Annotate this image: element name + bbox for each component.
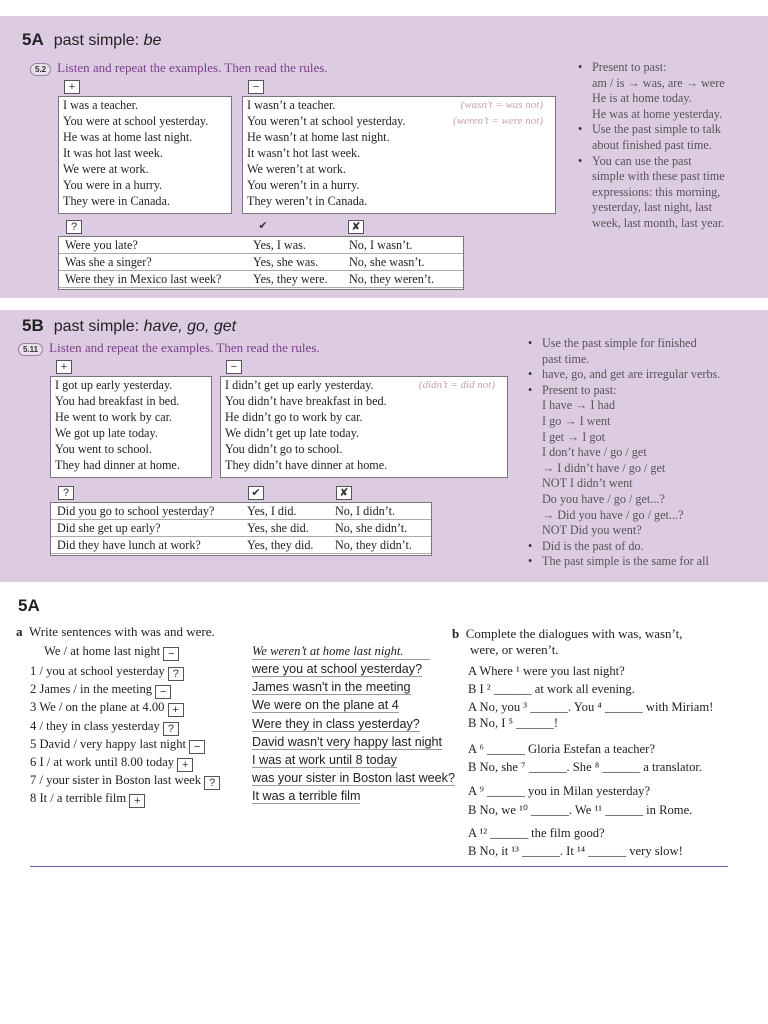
note-didnt: (didn’t = did not) xyxy=(418,379,495,391)
exercise-b-title xyxy=(452,626,683,642)
rule-text: He is at home today. xyxy=(592,91,692,106)
item-prompt: / your sister in Boston last week xyxy=(36,773,205,788)
item-prompt: / they in class yesterday xyxy=(36,718,163,733)
note-werent: (weren’t = were not) xyxy=(452,115,543,127)
item-number: 7 xyxy=(30,773,37,788)
negative-examples-box xyxy=(220,376,508,478)
exercise-item xyxy=(30,719,179,734)
negative-examples-box xyxy=(242,96,556,214)
dialogue-line: B No, it ¹³ ______. It ¹⁴ ______ very slow! xyxy=(468,844,683,858)
exercise-item xyxy=(30,682,171,697)
exercise-a-title xyxy=(16,624,215,640)
exercise-item xyxy=(30,755,193,770)
answer-field[interactable]: was your sister in Boston last week? xyxy=(252,771,455,786)
positive-example: I was a teacher. xyxy=(63,98,139,112)
rule-text: You can use the past xyxy=(592,153,692,168)
positive-example: You had breakfast in bed. xyxy=(55,394,180,408)
exercise-b-instruction-1: Complete the dialogues with was, wasn’t, xyxy=(465,626,683,641)
question-row xyxy=(59,254,463,271)
bullet-icon: • xyxy=(528,538,533,553)
answer-field[interactable]: James wasn't in the meeting xyxy=(252,680,411,695)
divider xyxy=(30,866,728,867)
short-answer-yes: Yes, I did. xyxy=(247,504,297,518)
rule-text: am / is → was, are → were xyxy=(592,75,725,90)
rule-text: Use the past simple for finished xyxy=(542,336,697,350)
rule-line xyxy=(528,554,762,570)
negative-example: He didn’t go to work by car. xyxy=(225,410,363,424)
item-number: 1 xyxy=(30,664,37,678)
positive-examples-box xyxy=(50,376,212,478)
rule-text: Do you have / go / get...? xyxy=(542,491,665,506)
positive-example: You were in a hurry. xyxy=(63,178,163,192)
rule-text: NOT I didn’t went xyxy=(542,476,633,491)
exercise-letter: b xyxy=(452,626,460,641)
question-symbol: ? xyxy=(66,220,82,234)
negative-example: They weren’t in Canada. xyxy=(247,194,368,208)
rule-text: simple with these past time xyxy=(592,169,725,184)
plus-symbol: + xyxy=(64,80,80,94)
negative-example: We weren’t at work. xyxy=(247,162,346,176)
note-wasnt: (wasn’t = was not) xyxy=(460,99,543,111)
rule-line xyxy=(592,200,762,216)
bullet-icon: • xyxy=(578,122,583,137)
rule-line xyxy=(542,414,762,430)
positive-example: They had dinner at home. xyxy=(55,458,180,472)
rule-line xyxy=(542,508,762,524)
rule-text: week, last month, last year. xyxy=(592,215,725,230)
negative-example: You didn’t go to school. xyxy=(225,442,343,456)
rule-line xyxy=(578,60,762,76)
rule-line xyxy=(542,352,762,368)
negative-example: We didn’t get up late today. xyxy=(225,426,360,440)
question-row xyxy=(59,237,463,254)
question-row xyxy=(51,503,431,520)
rule-text: Did is the past of do. xyxy=(542,538,644,553)
minus-symbol: − xyxy=(226,360,242,374)
rule-text: Present to past: xyxy=(592,60,667,74)
positive-example: You went to school. xyxy=(55,442,152,456)
rule-text: I get → I got xyxy=(542,429,605,444)
minus-symbol: − xyxy=(163,647,179,661)
exercise-letter: a xyxy=(16,624,23,639)
dialogue-line: A ⁶ ______ Gloria Estefan a teacher? xyxy=(468,742,655,756)
bullet-icon: • xyxy=(528,554,533,569)
exercise-b-instruction-2: were, or weren’t. xyxy=(470,642,559,657)
cross-icon: ✘ xyxy=(336,486,352,500)
bullet-icon: • xyxy=(578,153,583,168)
rule-line xyxy=(578,153,762,170)
rule-text: Use the past simple to talk xyxy=(592,122,721,137)
audio-track-badge[interactable]: 5.2 xyxy=(30,63,51,76)
rule-line xyxy=(542,445,762,461)
rule-line xyxy=(592,169,762,185)
positive-example: They were in Canada. xyxy=(63,194,170,208)
dialogue-line: B No, I ⁵ ______! xyxy=(468,716,559,730)
rule-line xyxy=(542,492,762,508)
dialogue-line: A ⁹ ______ you in Milan yesterday? xyxy=(468,784,651,798)
rule-text: I don’t have / go / get xyxy=(542,445,647,460)
short-answer-yes: Yes, she did. xyxy=(247,521,309,535)
item-number: 3 xyxy=(30,700,37,715)
short-answer-yes: Yes, she was. xyxy=(253,255,319,269)
rule-text: I have → I had xyxy=(542,398,616,413)
short-answer-no: No, they weren’t. xyxy=(349,272,435,286)
rule-line xyxy=(542,461,762,477)
answer-field[interactable]: It was a terrible film xyxy=(252,789,361,804)
negative-example: I didn’t get up early yesterday. xyxy=(225,378,374,392)
item-prompt: David / very happy last night xyxy=(36,736,190,751)
example-prompt-text: We / at home last night xyxy=(44,644,161,658)
grammar-panel-5a xyxy=(0,16,768,298)
item-prompt: It / a terrible film xyxy=(36,791,130,806)
exercise-item xyxy=(30,791,145,806)
negative-example: You weren’t at school yesterday. xyxy=(247,114,406,128)
section-title-text: past simple: xyxy=(53,32,140,49)
section-title-5a xyxy=(22,30,161,50)
bullet-icon: • xyxy=(528,336,533,350)
answer-field[interactable]: Were they in class yesterday? xyxy=(252,716,420,731)
question-text: Were they in Mexico last week? xyxy=(65,272,222,286)
negative-example: They didn’t have dinner at home. xyxy=(225,458,388,472)
item-symbol: + xyxy=(177,758,193,772)
positive-example: I got up early yesterday. xyxy=(55,378,173,392)
bullet-icon: • xyxy=(528,367,533,382)
item-number: 2 xyxy=(30,682,37,697)
rule-line xyxy=(592,91,762,107)
positive-example: It was hot last week. xyxy=(63,146,163,160)
positive-example: We were at work. xyxy=(63,162,149,176)
section-title-emphasis: be xyxy=(143,32,162,49)
section-title-emphasis: have, go, get xyxy=(143,318,237,335)
exercise-item xyxy=(30,664,184,679)
exercise-item xyxy=(30,700,184,715)
question-row xyxy=(59,271,463,288)
section-title-5b xyxy=(22,316,236,336)
short-answer-no: No, I wasn’t. xyxy=(349,238,413,252)
example-prompt xyxy=(44,644,179,659)
answer-field[interactable]: We were on the plane at 4 xyxy=(252,698,399,713)
item-prompt: / you at school yesterday xyxy=(36,664,168,678)
item-number: 8 xyxy=(30,791,37,806)
short-answer-yes: Yes, I was. xyxy=(253,238,306,252)
exercise-item xyxy=(30,737,205,752)
item-symbol: ? xyxy=(163,722,179,736)
rule-line xyxy=(542,476,762,492)
short-answer-no: No, she didn’t. xyxy=(335,521,408,535)
short-answer-yes: Yes, they were. xyxy=(253,272,328,286)
rule-line xyxy=(592,216,762,232)
positive-example: We got up late today. xyxy=(55,426,158,440)
item-prompt: I / at work until 8.00 today xyxy=(36,755,178,769)
negative-example: You weren’t in a hurry. xyxy=(247,178,360,192)
minus-symbol: − xyxy=(248,80,264,94)
rule-line xyxy=(542,523,762,539)
rule-line xyxy=(592,76,762,92)
question-row xyxy=(51,520,431,537)
rule-line xyxy=(542,398,762,414)
check-icon: ✔ xyxy=(248,486,264,500)
audio-track-badge[interactable]: 5.11 xyxy=(18,343,43,356)
question-text: Were you late? xyxy=(65,238,138,252)
item-symbol: ? xyxy=(168,667,184,681)
dialogue-line: A Where ¹ were you last night? xyxy=(468,664,625,678)
section-code: 5A xyxy=(22,30,44,49)
short-answer-yes: Yes, they did. xyxy=(247,538,314,552)
question-text: Did she get up early? xyxy=(57,521,161,535)
grammar-panel-5b xyxy=(0,310,768,582)
item-symbol: ? xyxy=(204,776,220,790)
rule-text: NOT Did you went? xyxy=(542,523,642,538)
check-icon: ✔ xyxy=(258,220,268,232)
item-symbol: + xyxy=(129,794,145,808)
listen-instruction xyxy=(30,60,328,76)
question-row xyxy=(51,537,431,554)
rule-line xyxy=(528,367,762,383)
section-title-text: past simple: xyxy=(53,318,140,335)
rule-line xyxy=(592,107,762,123)
answer-field[interactable]: David wasn't very happy last night xyxy=(252,734,443,749)
item-prompt: James / in the meeting xyxy=(36,682,156,697)
dialogue-line: A ¹² ______ the film good? xyxy=(468,826,605,840)
rule-text: yesterday, last night, last xyxy=(592,200,713,215)
question-table-5b xyxy=(50,502,432,556)
rule-line xyxy=(528,538,762,555)
short-answer-no: No, I didn’t. xyxy=(335,504,396,518)
question-text: Was she a singer? xyxy=(65,255,152,269)
positive-examples-box xyxy=(58,96,232,214)
short-answer-no: No, they didn’t. xyxy=(335,538,412,552)
question-text: Did they have lunch at work? xyxy=(57,538,201,552)
plus-symbol: + xyxy=(56,360,72,374)
item-symbol: − xyxy=(189,740,205,754)
bullet-icon: • xyxy=(578,60,583,74)
bullet-icon: • xyxy=(528,382,533,397)
negative-example: He wasn’t at home last night. xyxy=(247,130,390,144)
rule-line xyxy=(528,336,762,352)
rule-text: have, go, and get are irregular verbs. xyxy=(542,367,721,382)
exercise-item xyxy=(30,773,220,788)
rule-line xyxy=(542,430,762,446)
negative-example: You didn’t have breakfast in bed. xyxy=(225,394,387,408)
positive-example: You were at school yesterday. xyxy=(63,114,209,128)
positive-example: He was at home last night. xyxy=(63,130,193,144)
answer-field[interactable]: I was at work until 8 today xyxy=(252,753,397,767)
dialogue-line: B I ² ______ at work all evening. xyxy=(468,682,635,696)
rule-text: He was at home yesterday. xyxy=(592,106,723,121)
dialogue-line: B No, we ¹⁰ ______. We ¹¹ ______ in Rome. xyxy=(468,803,693,817)
example-answer: We weren’t at home last night. xyxy=(252,644,430,660)
rule-text: past time. xyxy=(542,351,590,366)
rule-line xyxy=(592,185,762,201)
question-symbol: ? xyxy=(58,486,74,500)
item-symbol: − xyxy=(155,685,171,699)
positive-example: He went to work by car. xyxy=(55,410,173,424)
answer-field[interactable]: were you at school yesterday? xyxy=(252,662,423,676)
rule-line xyxy=(592,138,762,154)
item-number: 5 xyxy=(30,736,37,751)
rule-text: → Did you have / go / get...? xyxy=(542,507,684,522)
rule-line xyxy=(528,382,762,399)
rules-column-5a xyxy=(578,60,762,232)
negative-example: It wasn’t hot last week. xyxy=(247,146,361,160)
rule-text: about finished past time. xyxy=(592,137,712,152)
rule-text: I go → I went xyxy=(542,413,611,428)
rule-text: expressions: this morning, xyxy=(592,184,721,199)
exercise-section-code: 5A xyxy=(18,596,40,615)
dialogue-line: A No, you ³ ______. You ⁴ ______ with Miriam! xyxy=(468,700,714,714)
exercise-a-instruction: Write sentences with was and were. xyxy=(29,624,215,639)
rule-text: → I didn’t have / go / get xyxy=(542,460,666,475)
item-number: 6 xyxy=(30,755,37,769)
question-table-5a xyxy=(58,236,464,290)
item-prompt: We / on the plane at 4.00 xyxy=(36,700,168,715)
item-symbol: + xyxy=(168,703,184,717)
listen-text: Listen and repeat the examples. Then read the rules. xyxy=(49,340,320,355)
rules-column-5b xyxy=(528,336,762,580)
listen-instruction xyxy=(18,340,320,356)
section-code: 5B xyxy=(22,316,44,335)
negative-example: I wasn’t a teacher. xyxy=(247,98,336,112)
question-text: Did you go to school yesterday? xyxy=(57,504,215,518)
rule-text: The past simple is the same for all xyxy=(542,554,709,569)
rule-line xyxy=(578,122,762,138)
item-number: 4 xyxy=(30,718,37,733)
dialogue-line: B No, she ⁷ ______. She ⁸ ______ a translator. xyxy=(468,760,703,774)
rule-text: Present to past: xyxy=(542,382,617,397)
listen-text: Listen and repeat the examples. Then read the rules. xyxy=(57,60,328,75)
short-answer-no: No, she wasn’t. xyxy=(349,255,425,269)
cross-icon: ✘ xyxy=(348,220,364,234)
